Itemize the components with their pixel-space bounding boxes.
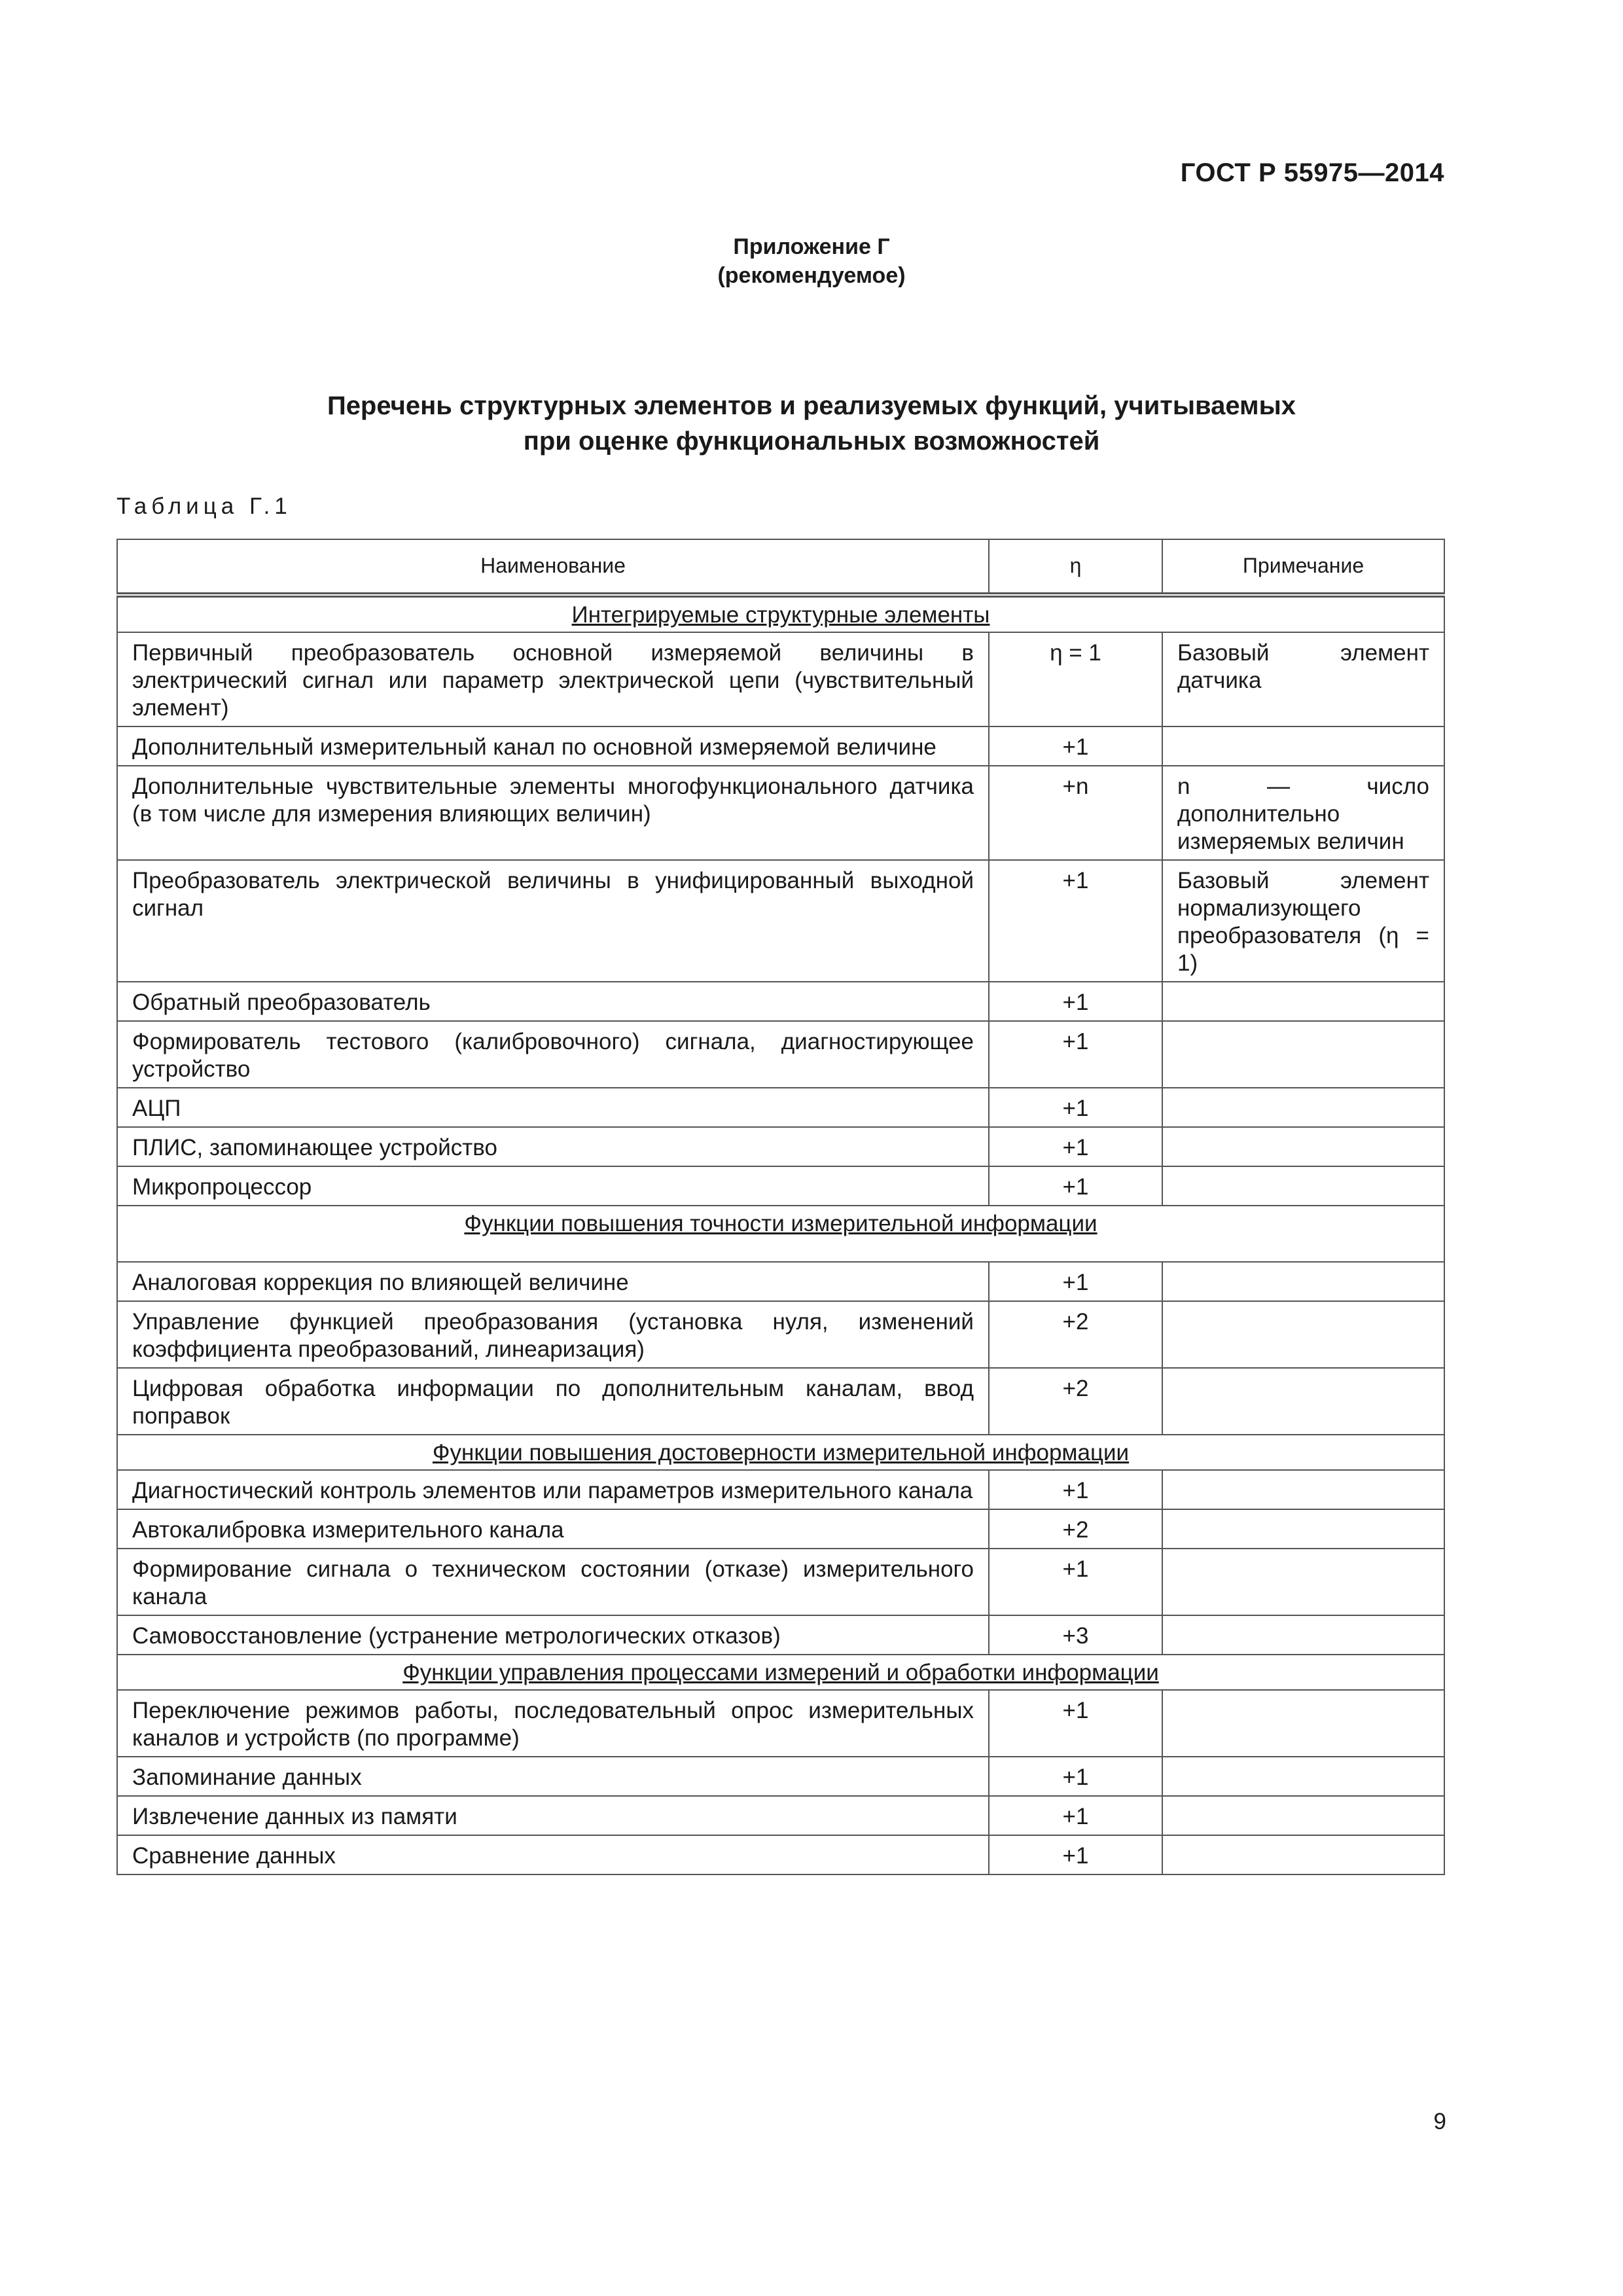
- title-line-1: Перечень структурных элементов и реализуемых функций, учитываемых: [327, 391, 1296, 420]
- appendix-heading: [0, 232, 1623, 290]
- table-row: [117, 1166, 1444, 1206]
- cell-name: Дополнительные чувствительные элементы многофункционального датчика (в том числе для измерения влияющих величин): [117, 766, 989, 860]
- cell-eta: +n: [989, 766, 1162, 860]
- cell-name: Формирование сигнала о техническом состоянии (отказе) измерительного канала: [117, 1549, 989, 1615]
- cell-note: [1162, 1088, 1444, 1127]
- cell-eta: +1: [989, 860, 1162, 982]
- table-row: [117, 1470, 1444, 1509]
- cell-name: Дополнительный измерительный канал по основной измеряемой величине: [117, 726, 989, 766]
- cell-note: [1162, 1021, 1444, 1088]
- cell-note: [1162, 1509, 1444, 1549]
- cell-name: Управление функцией преобразования (установка нуля, изменений коэффициента преобразований, линеаризация): [117, 1301, 989, 1368]
- table-row: [117, 1127, 1444, 1166]
- section-header-row: [117, 595, 1444, 632]
- table-header-row: [117, 539, 1444, 595]
- cell-note: Базовый элемент датчика: [1162, 632, 1444, 726]
- cell-eta: +1: [989, 1088, 1162, 1127]
- cell-note: [1162, 1615, 1444, 1655]
- cell-name: Микропроцессор: [117, 1166, 989, 1206]
- cell-note: [1162, 982, 1444, 1021]
- table-row: [117, 1368, 1444, 1435]
- section-title-cell: [117, 1435, 1444, 1470]
- section-title-cell: [117, 595, 1444, 632]
- header-note: Примечание: [1162, 539, 1444, 595]
- cell-note: [1162, 1166, 1444, 1206]
- functions-table: [116, 539, 1445, 1875]
- table-row: [117, 1509, 1444, 1549]
- table-row: [117, 1615, 1444, 1655]
- cell-note: [1162, 1690, 1444, 1757]
- cell-name: Обратный преобразователь: [117, 982, 989, 1021]
- cell-name: Извлечение данных из памяти: [117, 1796, 989, 1835]
- cell-note: [1162, 1301, 1444, 1368]
- table-row: [117, 766, 1444, 860]
- section-title: Функции повышения достоверности измерительной информации: [432, 1440, 1130, 1465]
- table-row: [117, 860, 1444, 982]
- cell-name: Цифровая обработка информации по дополнительным каналам, ввод поправок: [117, 1368, 989, 1435]
- cell-note: [1162, 1796, 1444, 1835]
- cell-eta: +1: [989, 1021, 1162, 1088]
- table-row: [117, 1796, 1444, 1835]
- cell-eta: +1: [989, 1757, 1162, 1796]
- appendix-title: Приложение Г: [733, 234, 890, 259]
- cell-note: [1162, 1262, 1444, 1301]
- cell-note: Базовый элемент нормализующего преобразователя (η = 1): [1162, 860, 1444, 982]
- cell-eta: +2: [989, 1368, 1162, 1435]
- table-row: [117, 726, 1444, 766]
- table-row: [117, 1835, 1444, 1874]
- cell-eta: +1: [989, 1796, 1162, 1835]
- cell-note: [1162, 1835, 1444, 1874]
- cell-eta: +3: [989, 1615, 1162, 1655]
- cell-name: ПЛИС, запоминающее устройство: [117, 1127, 989, 1166]
- section-title-cell: [117, 1206, 1444, 1262]
- cell-eta: +1: [989, 1470, 1162, 1509]
- section-title: Функции управления процессами измерений и обработки информации: [402, 1660, 1159, 1685]
- table-row: [117, 1262, 1444, 1301]
- table-row: [117, 1690, 1444, 1757]
- cell-eta: +2: [989, 1301, 1162, 1368]
- table-row: [117, 1301, 1444, 1368]
- section-title: Функции повышения точности измерительной информации: [464, 1211, 1097, 1236]
- document-title: [0, 388, 1623, 459]
- table-row: [117, 1021, 1444, 1088]
- cell-name: Сравнение данных: [117, 1835, 989, 1874]
- cell-eta: +1: [989, 1835, 1162, 1874]
- table-row: [117, 1088, 1444, 1127]
- cell-eta: +1: [989, 1262, 1162, 1301]
- table-caption: Таблица Г.1: [116, 493, 292, 519]
- cell-name: Запоминание данных: [117, 1757, 989, 1796]
- cell-name: Преобразователь электрической величины в унифицированный выходной сигнал: [117, 860, 989, 982]
- cell-eta: +1: [989, 1127, 1162, 1166]
- cell-name: Самовосстановление (устранение метрологических отказов): [117, 1615, 989, 1655]
- document-code: ГОСТ Р 55975—2014: [1180, 158, 1444, 187]
- cell-note: [1162, 1757, 1444, 1796]
- section-header-row: [117, 1206, 1444, 1262]
- cell-eta: +2: [989, 1509, 1162, 1549]
- section-header-row: [117, 1655, 1444, 1690]
- cell-eta: +1: [989, 982, 1162, 1021]
- appendix-subtitle: (рекомендуемое): [717, 263, 906, 288]
- cell-note: [1162, 1549, 1444, 1615]
- cell-name: Автокалибровка измерительного канала: [117, 1509, 989, 1549]
- cell-eta: +1: [989, 1690, 1162, 1757]
- table-row: [117, 632, 1444, 726]
- title-line-2: при оценке функциональных возможностей: [523, 427, 1100, 456]
- section-header-row: [117, 1435, 1444, 1470]
- cell-name: Аналоговая коррекция по влияющей величине: [117, 1262, 989, 1301]
- cell-eta: +1: [989, 726, 1162, 766]
- cell-eta: η = 1: [989, 632, 1162, 726]
- cell-name: АЦП: [117, 1088, 989, 1127]
- cell-name: Переключение режимов работы, последовательный опрос измерительных каналов и устройств (по программе): [117, 1690, 989, 1757]
- cell-name: Первичный преобразователь основной измеряемой величины в электрический сигнал или параметр электрической цепи (чувствительный элемент): [117, 632, 989, 726]
- section-title-cell: [117, 1655, 1444, 1690]
- cell-name: Формирователь тестового (калибровочного) сигнала, диагностирующее устройство: [117, 1021, 989, 1088]
- section-title: Интегрируемые структурные элементы: [571, 602, 990, 628]
- cell-note: [1162, 1368, 1444, 1435]
- table-row: [117, 1757, 1444, 1796]
- cell-note: [1162, 1470, 1444, 1509]
- page-number: 9: [1433, 2109, 1446, 2134]
- cell-eta: +1: [989, 1549, 1162, 1615]
- table-row: [117, 1549, 1444, 1615]
- table-container: [116, 539, 1445, 1875]
- cell-eta: +1: [989, 1166, 1162, 1206]
- header-eta: η: [989, 539, 1162, 595]
- cell-note: n — число дополнительно измеряемых величин: [1162, 766, 1444, 860]
- cell-note: [1162, 1127, 1444, 1166]
- table-body: [117, 595, 1444, 1874]
- table-row: [117, 982, 1444, 1021]
- cell-name: Диагностический контроль элементов или параметров измерительного канала: [117, 1470, 989, 1509]
- header-name: Наименование: [117, 539, 989, 595]
- cell-note: [1162, 726, 1444, 766]
